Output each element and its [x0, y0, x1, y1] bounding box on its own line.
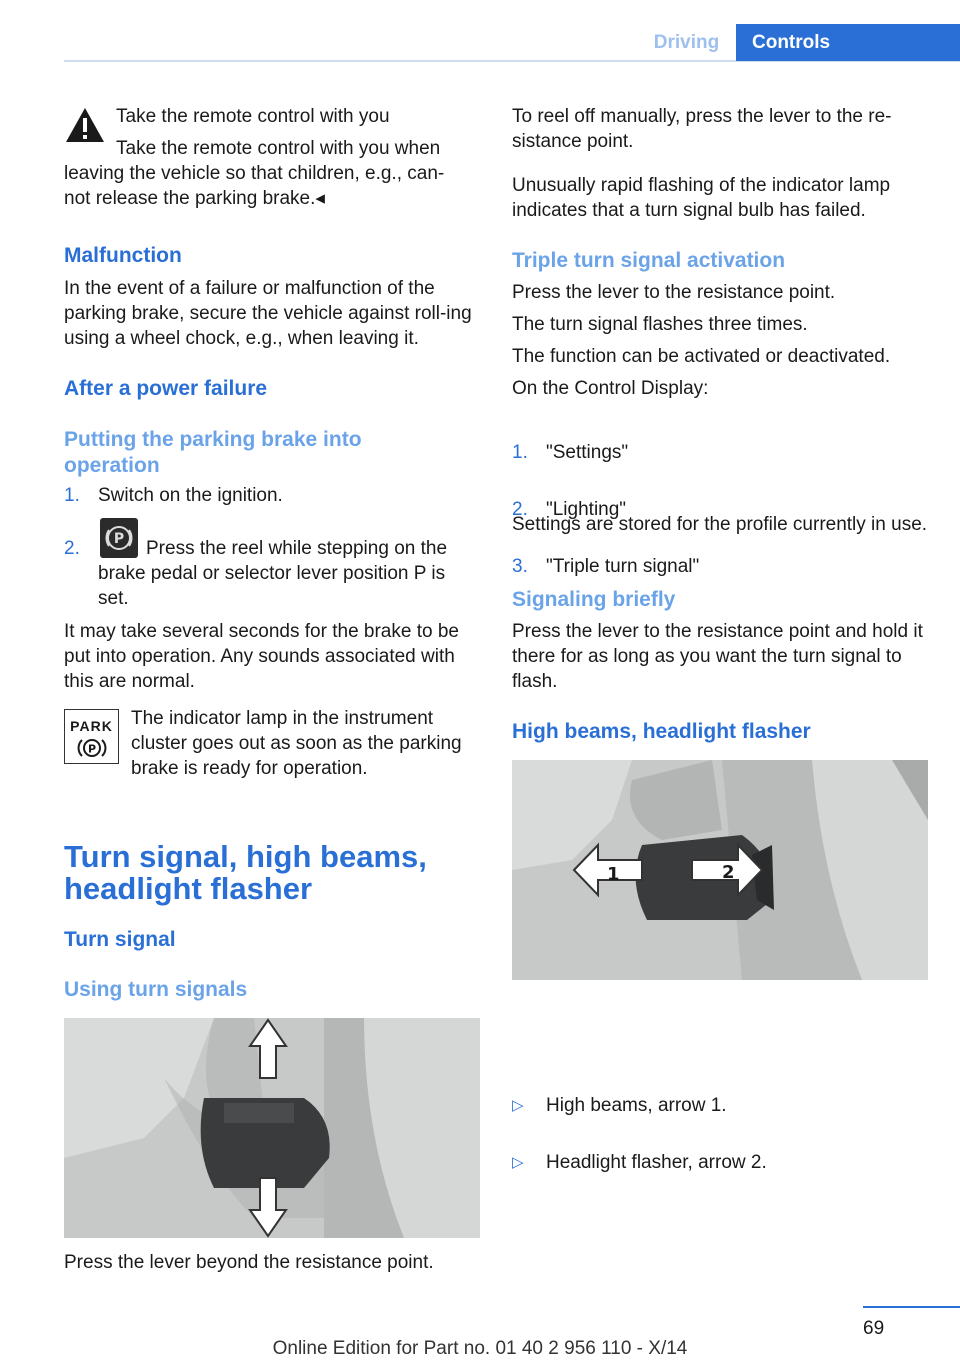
- arrow-2-label: 2: [722, 862, 735, 883]
- tab-controls[interactable]: Controls: [736, 24, 960, 61]
- park-indicator-icon: [64, 709, 119, 764]
- step-number: 3.: [512, 556, 528, 577]
- step-number: 2.: [512, 499, 528, 520]
- settings-text: Settings are stored for the profile currently in use.: [512, 514, 928, 535]
- edition-text: Online Edition for Part no. 01 40 2 956 110 - X/14: [272, 1338, 688, 1359]
- tab-driving[interactable]: Driving: [653, 32, 720, 53]
- main-heading: Turn signal, high beams, headlight flasher: [64, 839, 427, 906]
- triple-line2: The turn signal flashes three times.: [512, 314, 808, 335]
- menu-step-3: [512, 554, 960, 579]
- high-beams-heading: High beams, headlight flasher: [512, 720, 811, 743]
- signaling-briefly-text: Press the lever to the resistance point and hold it there for as long as you want the turn signal to flash.: [512, 621, 923, 692]
- turn-signal-heading: Turn signal: [64, 928, 176, 951]
- putting-brake-heading: Putting the parking brake into operation: [64, 428, 362, 477]
- svg-text:P: P: [87, 742, 96, 756]
- step-text: "Triple turn signal": [546, 556, 700, 577]
- high-beams-photo: [512, 760, 928, 980]
- signaling-briefly-heading: Signaling briefly: [512, 588, 676, 611]
- bullet-marker: ▷: [512, 1097, 524, 1114]
- park-note: The indicator lamp in the instrument cluster goes out as soon as the parking brake is ready for operation.: [131, 708, 462, 779]
- warning-title: Take the remote control with you: [116, 106, 390, 127]
- park-label: PARK: [70, 718, 113, 734]
- step-number: 1.: [64, 485, 80, 506]
- warning-line1: Take the remote control with you when: [116, 138, 441, 159]
- bullet-high-beams: [512, 1093, 960, 1118]
- triple-line3: The function can be activated or deactivated.: [512, 346, 891, 367]
- menu-step-1: [512, 440, 960, 465]
- footer-rule: [863, 1306, 960, 1308]
- rapid-flash-text: Unusually rapid flashing of the indicator lamp indicates that a turn signal bulb has failed.: [512, 175, 891, 221]
- triple-line4: On the Control Display:: [512, 378, 709, 399]
- step-text: "Settings": [546, 442, 629, 463]
- turn-signal-photo: [64, 1018, 480, 1238]
- step-text: Press the reel while stepping on the brake pedal or selector lever position P is set.: [98, 538, 448, 609]
- bullet-marker: ▷: [512, 1154, 524, 1171]
- page-number: 69: [863, 1318, 885, 1339]
- triple-signal-heading: Triple turn signal activation: [512, 249, 786, 272]
- bullet-flasher: [512, 1150, 960, 1175]
- brake-delay-text: It may take several seconds for the brake to be put into operation. Any sounds associated with this are normal.: [64, 621, 459, 692]
- step-1: [64, 483, 514, 508]
- reel-text: To reel off manually, press the lever to the re-sistance point.: [512, 106, 892, 152]
- step-text: "Lighting": [546, 499, 627, 520]
- power-failure-heading: After a power failure: [64, 377, 268, 400]
- svg-text:P: P: [113, 531, 125, 547]
- malfunction-text: In the event of a failure or malfunction of the parking brake, secure the vehicle against roll-ing using a wheel chock, e.g., when leaving it.: [64, 278, 472, 349]
- step-number: 2.: [64, 538, 80, 559]
- bullet-text: Headlight flasher, arrow 2.: [546, 1152, 767, 1173]
- step-text: Switch on the ignition.: [98, 485, 283, 506]
- triple-line1: Press the lever to the resistance point.: [512, 282, 836, 303]
- warning-icon: [64, 106, 106, 151]
- bullet-text: High beams, arrow 1.: [546, 1095, 727, 1116]
- warning-body: leaving the vehicle so that children, e.g., can- not release the parking brake.◂: [64, 163, 445, 209]
- using-turn-signals-heading: Using turn signals: [64, 978, 248, 1001]
- step-number: 1.: [512, 442, 528, 463]
- malfunction-heading: Malfunction: [64, 244, 182, 267]
- photo-caption: Press the lever beyond the resistance point.: [64, 1252, 434, 1273]
- arrow-1-label: 1: [607, 864, 620, 885]
